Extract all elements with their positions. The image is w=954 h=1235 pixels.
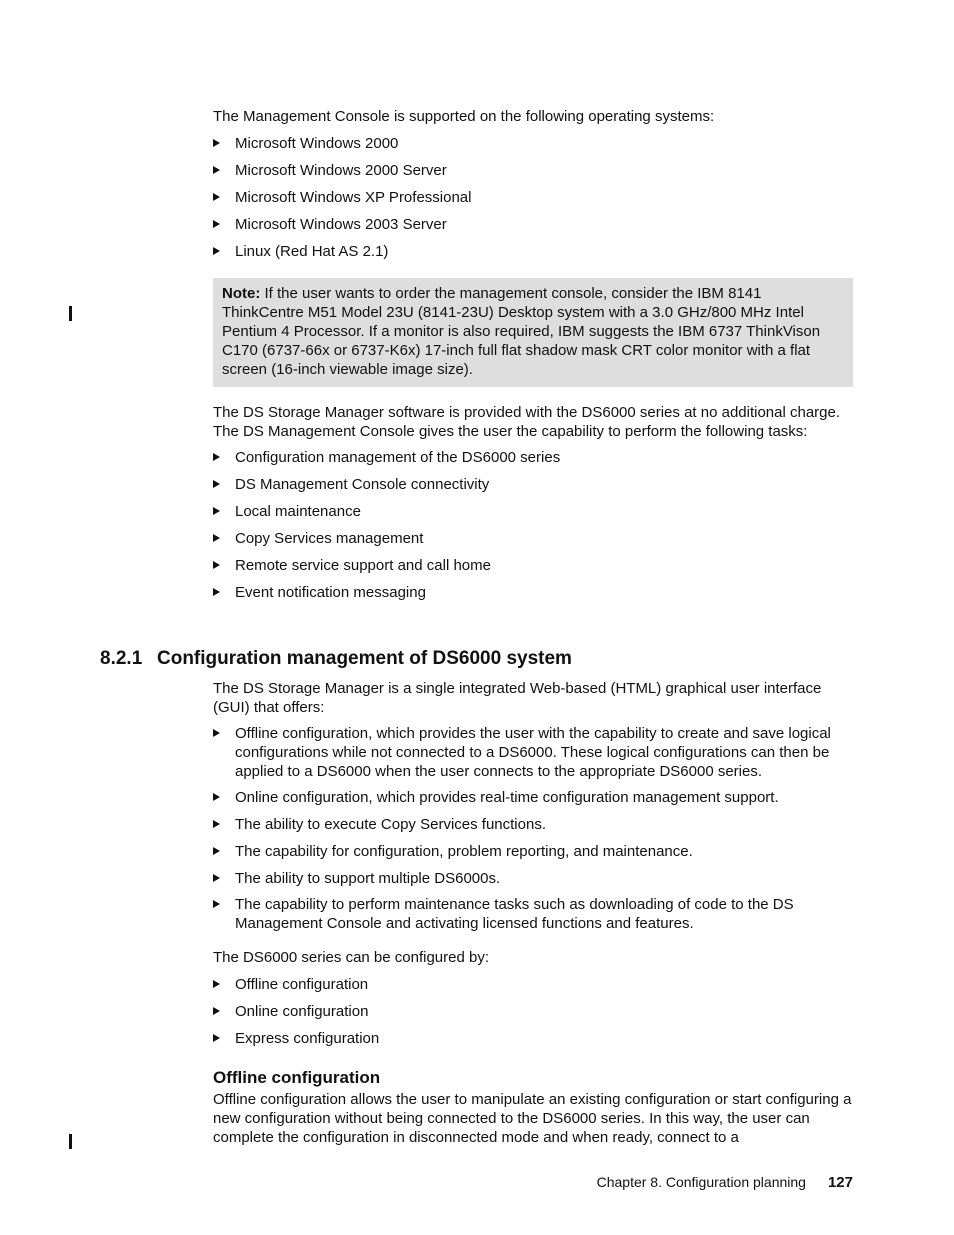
list-item: Express configuration xyxy=(213,1029,855,1048)
list-item: Microsoft Windows 2000 Server xyxy=(213,161,855,180)
bullet-triangle-icon xyxy=(213,588,220,596)
change-bar xyxy=(69,306,72,321)
storage-manager-paragraph: The DS Storage Manager software is provided with the DS6000 series at no additional charge. The DS Management Console gives the user the capability to perform the following tasks: xyxy=(213,404,841,440)
bullet-triangle-icon xyxy=(213,193,220,201)
list-item: Microsoft Windows XP Professional xyxy=(213,188,855,207)
list-item: The ability to support multiple DS6000s. xyxy=(213,869,855,888)
list-item: Offline configuration, which provides the user with the capability to create and save logical configurations while not connected to a DS6000. These logical configurations can then be applied to a DS6000 when the user connects to the appropriate DS6000 series. xyxy=(213,724,855,781)
list-item: Local maintenance xyxy=(213,502,855,521)
chapter-label: Chapter 8. Configuration planning xyxy=(596,1174,806,1190)
section-intro-paragraph: The DS Storage Manager is a single integrated Web-based (HTML) graphical user interface (GUI) that offers: xyxy=(213,680,822,716)
list-item: Microsoft Windows 2003 Server xyxy=(213,215,855,234)
list-item: Online configuration xyxy=(213,1002,855,1021)
bullet-triangle-icon xyxy=(213,874,220,882)
offers-list xyxy=(213,724,855,933)
tasks-list xyxy=(213,448,855,602)
list-item: Remote service support and call home xyxy=(213,556,855,575)
note-box xyxy=(213,278,853,387)
subsection-heading: Offline configuration xyxy=(213,1068,381,1087)
bullet-triangle-icon xyxy=(213,453,220,461)
list-item: Online configuration, which provides real-time configuration management support. xyxy=(213,788,855,807)
bullet-triangle-icon xyxy=(213,220,220,228)
list-item: Configuration management of the DS6000 series xyxy=(213,448,855,467)
page-footer xyxy=(560,1173,853,1192)
bullet-triangle-icon xyxy=(213,166,220,174)
intro-paragraph: The Management Console is supported on the following operating systems: xyxy=(213,108,715,125)
bullet-triangle-icon xyxy=(213,507,220,515)
bullet-triangle-icon xyxy=(213,820,220,828)
list-item: Offline configuration xyxy=(213,975,855,994)
bullet-triangle-icon xyxy=(213,561,220,569)
list-item: Linux (Red Hat AS 2.1) xyxy=(213,242,855,261)
storage-manager-block xyxy=(213,403,855,602)
list-item: The capability to perform maintenance tasks such as downloading of code to the DS Management Console and activating licensed functions and features. xyxy=(213,895,855,933)
section-body xyxy=(213,679,855,1048)
offline-block xyxy=(213,1067,855,1147)
bullet-triangle-icon xyxy=(213,139,220,147)
section-number: 8.2.1 xyxy=(100,648,143,669)
os-list xyxy=(213,134,855,261)
intro-block xyxy=(213,107,855,261)
list-item: Copy Services management xyxy=(213,529,855,548)
list-item: Event notification messaging xyxy=(213,583,855,602)
bullet-triangle-icon xyxy=(213,1007,220,1015)
section-title: Configuration management of DS6000 system xyxy=(157,648,572,669)
section-heading xyxy=(100,647,572,671)
offline-paragraph: Offline configuration allows the user to manipulate an existing configuration or start configuring a new configuration without being connected to the DS6000 series. In this way, the user can complete the configuration in disconnected mode and when ready, connect to a xyxy=(213,1091,852,1146)
list-item: Microsoft Windows 2000 xyxy=(213,134,855,153)
page-number: 127 xyxy=(827,1174,853,1191)
list-item: The capability for configuration, problem reporting, and maintenance. xyxy=(213,842,855,861)
bullet-triangle-icon xyxy=(213,534,220,542)
bullet-triangle-icon xyxy=(213,980,220,988)
configured-by-list xyxy=(213,975,855,1048)
note-label: Note: xyxy=(222,285,261,302)
list-item: The ability to execute Copy Services functions. xyxy=(213,815,855,834)
list-item: DS Management Console connectivity xyxy=(213,475,855,494)
bullet-triangle-icon xyxy=(213,793,220,801)
change-bar xyxy=(69,1134,72,1149)
bullet-triangle-icon xyxy=(213,729,220,737)
bullet-triangle-icon xyxy=(213,900,220,908)
note-text: If the user wants to order the management console, consider the IBM 8141 ThinkCentre M51 Model 23U (8141-23U) Desktop system with a 3.0 GHz/800 MHz Intel Pentium 4 Processor. If a monitor is also required, IBM suggests the IBM 6737 ThinkVison C170 (6737-66x or 6737-K6x) 17-inch full flat shadow mask CRT color monitor with a flat screen (16-inch viewable image size). xyxy=(222,285,821,378)
bullet-triangle-icon xyxy=(213,247,220,255)
configured-by-paragraph: The DS6000 series can be configured by: xyxy=(213,949,489,966)
bullet-triangle-icon xyxy=(213,1034,220,1042)
bullet-triangle-icon xyxy=(213,847,220,855)
bullet-triangle-icon xyxy=(213,480,220,488)
